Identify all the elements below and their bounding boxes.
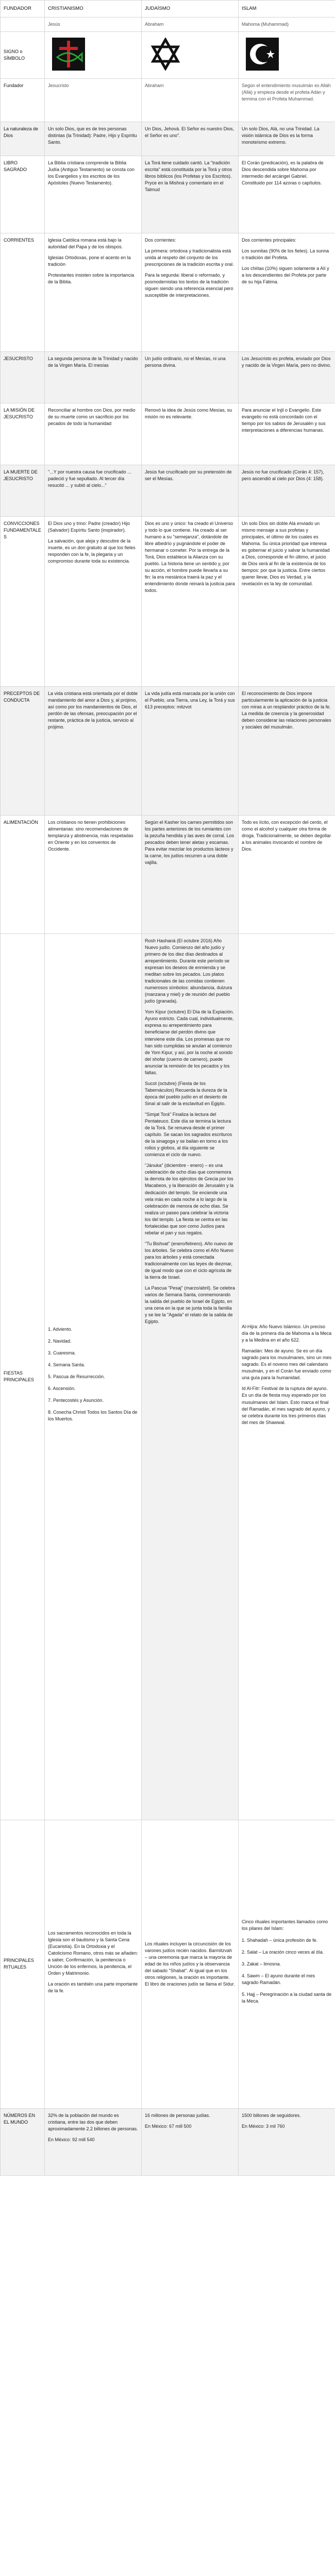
paragraph: Iglesia Católica romana está bajo la autoridad del Papa y de los obispos. xyxy=(48,237,123,249)
table-row-currents xyxy=(1,233,335,351)
cell-islam: Un solo Dios, Alá, no una Trinidad. La visión islámica de Dios es la forma monoteísmo extremo. xyxy=(239,122,335,156)
paragraph: Ramadán: Mes de ayuno. Se es un día sagrado para los musulmanes, sino un mes sagrado. Es el noveno mes del calendario musulmán, y en el Corán fue enviado como una guía para la humanidad. xyxy=(242,1348,332,1381)
paragraph: "Simjat Torá" Finaliza la lectura del Pentateuco. Este día se termina la lectura de la Torá. Se renueva desde el primer capítulo. Se sacan los sagrados escrituros de la sinagoga y se bailan en torno a los rollos y globos, al día siguiente se comienza el ciclo de nuevo. xyxy=(145,1111,232,1158)
list-item: 2. Navidad. xyxy=(48,1338,72,1344)
cell-islam: Mahoma (Muhammad) xyxy=(239,17,335,31)
cell-christianity: Jesús xyxy=(45,17,142,31)
list-item: 6. Ascensión. xyxy=(48,1385,76,1391)
cell-judaism: Los rituales incluyen la circuncisión de los varones judíos recién nacidos. Barmitzvah – una ceremonia que marca la mayoría de edad de los niños judíos y la observancia del sabado "Shabat". Al igual que en los otros religiones, la oración es importante. El libro de oraciones judío se llama el Sidur. xyxy=(142,1820,239,2108)
cell-christianity: Jesucristo xyxy=(45,78,142,122)
cell-christianity: Un solo Dios, que es de tres personas distintas (la Trinidad): Padre, Hijo y Espíritu Santo. xyxy=(45,122,142,156)
cell-judaism: La Torá tiene cuidado cantó. La "tradición escrita" está constituida por la Torá y otros libros bíblicos (los Profetas y los Escritos). Pryce en la Mishná y comentario en el Talmud xyxy=(142,156,239,233)
table-row-sacred-book xyxy=(1,156,335,233)
cell-islam: El reconocimiento de Dios impone particularmente la aplicación de la justicia con miras a un resplandor práctico de la fe. La medida de creencia y la generosidad deben considerar las relaciones personales y sociales del musulmán. xyxy=(239,686,335,815)
row-label: LIBRO SAGRADO xyxy=(1,156,45,233)
cell-christianity: La segunda persona de la Trinidad y nacido de la Virgen María. El mesías xyxy=(45,351,142,403)
cell-christianity: "...Y por nuestra causa fue crucificado ... padeció y fue sepultado. Al tercer día resucitó ... y subió al cielo..." xyxy=(45,465,142,516)
paragraph: Rosh Hashaná (El octubre 2016) Año Nuevo judío. Comienzo del año judío y primero de los diez días destinados al arrepentimiento. Durante este período se expresan los deseos de enmienda y se meditan sobre los pecados. Los platos tradicionales de las comidas contienen numerosos símbolos: abundancia, dulzura (manzana y miel) y de reunión del pueblo judío (granada). xyxy=(145,938,232,1004)
cell-islam: Un solo Dios sin doble Alá enviado un mismo mensaje a sus profetas y principales, el último de los cuales es Mahoma. Su única prioridad que interesa es gobernar el juicio y salvar la humanidad a Dios, corresponde el fin último, el juicio de Dios será al fin de la existencia de los tiempos: por que la justicia. Entre ciertos querer llevar, Dios es Verdad, y la revelación es la ley de comunidad. xyxy=(239,516,335,686)
row-label: ALIMENTACIÓN xyxy=(1,815,45,934)
cell-judaism: Un Dios, Jehová. El Señor es nuestro Dios, el Señor es uno". xyxy=(142,122,239,156)
cell-islam: Todo es lícito, con excepción del cerdo, el como el alcohol y cualquier otra forma de droga. Tradicionalmente, se deben degollar a los animales invocando el nombre de Dios. xyxy=(239,815,335,934)
table-row-numbers xyxy=(1,2108,335,2175)
list-item: 2. Salat – La oración cinco veces al día. xyxy=(242,1949,324,1955)
paragraph: Id Al-Fitr: Festival de la ruptura del ayuno. Es un día de fiesta muy esperado por los musulmanes del Islam. Esto marca el final del Ramadán, el mes sagrado del ayuno, y se celebra durante los tres primeros días del mes de Shawwal. xyxy=(242,1386,330,1425)
list-item: 5. Pascua de Resurrección. xyxy=(48,1374,105,1379)
cell-christianity xyxy=(45,934,142,1820)
cell-judaism: Abraham xyxy=(142,78,239,122)
table-row-symbol xyxy=(1,31,335,78)
cell-judaism: Un judío ordinario, no el Mesías, ni una persona divina. xyxy=(142,351,239,403)
cell-christianity: La vida cristiana está orientada por el doble mandamiento del amor a Dios y, al prójimo, así como por los mandamientos de Dios, el perdón de las ofensas, preocupación por el restante, práctica de la justicia, servicio al prójimo. xyxy=(45,686,142,815)
paragraph: 1500 billones de seguidores. xyxy=(242,2112,301,2118)
table-row-god xyxy=(1,122,335,156)
list-item: 4. Sawm – El ayuno durante el mes sagrado Ramadán. xyxy=(242,1973,315,1985)
cell-christianity: La Biblia cristiana comprende la Biblia Judía (Antiguo Testamento) se consta con los Evangelios y los escritos de los Apóstoles (Nuevo Testamento). xyxy=(45,156,142,233)
cell-islam xyxy=(239,2108,335,2175)
paragraph: "Jánuka" (diciembre - enero) – es una celebración de ocho días que conmemora la derrota de los ejércitos de Grecia por los Macabeos, y la liberación de Jerusalén y la dedicación del templo. Se enciende una vela más en cada noche a lo largo de la celebración de menora de ocho días. Se realiza un paseo para celebrar la victoria los del templo. La fiesta se centra en las fortalecidas que son como Judíos para rebelar el pan y sus regalos. xyxy=(145,1163,234,1235)
paragraph: La salvación, que aleja y descubre de la muerte, es un don gratuito al que los fieles responden con la fe, la plegaria y un compromiso durante toda su existencia. xyxy=(48,538,136,564)
row-label: SIGNO o SÍMBOLO xyxy=(1,31,45,78)
cell-judaism: Renovó la idea de Jesús como Mesías, su misión no es relevante. xyxy=(142,403,239,465)
cell-christianity: Reconciliar al hombre con Dios, por medio de su muerte como un sacrificio por los pecados de todo la humanidad xyxy=(45,403,142,465)
cell-judaism: Abraham xyxy=(142,17,239,31)
cell-islam: Los Jesucristo es profeta, enviado por Dios y nacido de la Virgen María, pero no divino. xyxy=(239,351,335,403)
paragraph: 16 millones de personas judías. xyxy=(145,2112,210,2118)
list-item: 3. Zakat – limosna. xyxy=(242,1961,281,1967)
table-row-convictions xyxy=(1,516,335,686)
paragraph: Para la segunda: liberal o reformado, y posmodernistas los textos de la tradición siguen siendo una referencia esencial pero susceptible de interpretaciones. xyxy=(145,273,233,298)
row-label: LA MUERTE DE JESUCRISTO xyxy=(1,465,45,516)
cell-christianity xyxy=(45,516,142,686)
list-item: 1. Shahadah – única profesión de fe. xyxy=(242,1937,318,1943)
row-label: LA MISIÓN DE JESUCRISTO xyxy=(1,403,45,465)
cell-christianity xyxy=(45,31,142,78)
crescent-star-icon xyxy=(246,38,279,71)
row-label xyxy=(1,17,45,31)
row-label: PRECEPTOS DE CONDUCTA xyxy=(1,686,45,815)
paragraph: La oración es también una parte importante de la fe. xyxy=(48,1981,138,1994)
list-item: 5. Hajj – Peregrinación a la ciudad santa de la Meca. xyxy=(242,1991,332,2004)
paragraph: Yom Kipur (octubre) El Día de la Expiación. Ayuno estricto. Cada cual, individualmente, expresa su arrepentimiento para beneficiarse del perdón divino que interviene este día. Los promesas que no han sido cumplidas se anulan al comienzo de Yom Kipur, y así, por la noche al sonido del shofar (cuerno de carnero), puede anunciar la remisión de los pecados y los faltas. xyxy=(145,1009,234,1075)
paragraph: Los chiítas (10%) siguen solamente a Alí y a los descendientes del Profeta por parte de su hija Fátima. xyxy=(242,266,329,285)
table-row-founders xyxy=(1,17,335,31)
cell-judaism xyxy=(142,934,239,1820)
table-header-row xyxy=(1,1,335,18)
header-col-judaism: JUDAÍSMO xyxy=(142,1,239,18)
cell-judaism xyxy=(142,233,239,351)
header-col-category: FUNDADOR xyxy=(1,1,45,18)
paragraph: En México: 3 mil 760 xyxy=(242,2123,285,2129)
cell-judaism xyxy=(142,2108,239,2175)
cell-islam: Para anunciar el Injil o Evangelio. Este evangelio no está concordado con el tiempo por los sabios de Jerusalén y sus interpretaciones a diferencias humanas. xyxy=(239,403,335,465)
paragraph: Cinco rituales importantes llamados como los pilares del Islam: xyxy=(242,1919,328,1931)
cell-islam: Según el entendimiento musulmán es Alláh (Allá) y empieza desde el profeta Adán y termina con el Profeta Muhammad. xyxy=(239,78,335,122)
cell-christianity xyxy=(45,2108,142,2175)
paragraph: Los sunnitas (90% de los fieles). La sunna o tradición del Profeta. xyxy=(242,248,329,260)
cell-judaism: Dios es uno y único: ha creado el Universo y todo lo que contiene. Ha creado al ser humano a su "semejanza", dotándole de libre albedrío y pugnándole el poder de hermanar o cometer. Por la entrega de la Torá, Dios establece la Alianza con su pueblo. La historia tiene un sentido y, por su acción, el hombre puede llevarla a su fin: la era mesiánica traerá la paz y el entendimiento donde reinará la justicia para todos. xyxy=(142,516,239,686)
cell-christianity xyxy=(45,233,142,351)
table-row-mission xyxy=(1,403,335,465)
cell-christianity xyxy=(45,1820,142,2108)
paragraph: Dos corrientes: xyxy=(145,237,176,243)
header-col-christianity: CRISTIANISMO xyxy=(45,1,142,18)
paragraph: Al-Hijra: Año Nuevo Islámico. Un preciso día de la primera día de Mahoma a la Meca y a la Medina en el año 622. xyxy=(242,1324,332,1343)
table-row-rituals xyxy=(1,1820,335,2108)
list-item: 4. Semana Santa. xyxy=(48,1362,86,1367)
table-row-founder xyxy=(1,78,335,122)
row-label: CONVICCIONES FUNDAMENTALES xyxy=(1,516,45,686)
paragraph: La primera: ortodoxa y tradicionalista está unida al respeto del conjunto de los prescripciones de la tradición escrita y oral. xyxy=(145,248,234,267)
table-row-holidays xyxy=(1,934,335,1820)
row-label: NÚMEROS EN EL MUNDO xyxy=(1,2108,45,2175)
row-label: CORRIENTES xyxy=(1,233,45,351)
cell-islam xyxy=(239,934,335,1820)
cell-judaism xyxy=(142,31,239,78)
cell-islam: Jesús no fue crucificado (Corán 4: 157), pero ascendió al cielo por Dios (4: 158). xyxy=(239,465,335,516)
row-label: PRINCIPALES RITUALES xyxy=(1,1820,45,2108)
header-col-islam: ISLAM xyxy=(239,1,335,18)
cell-islam xyxy=(239,31,335,78)
paragraph: El Dios uno y trino: Padre (creador) Hijo (Salvador) Espíritu Santo (inspirador). xyxy=(48,520,130,533)
cell-judaism: Según el Kasher los carnes permitidos son los partes anteriores de los rumiantes con la pezuña hendida y las aves de corral. Los pescados deben tener aletas y escamas. Para evitar mezclar los productos lácteos y la carne, los judíos recurren a una doble vajilla. xyxy=(142,815,239,934)
table-row-food xyxy=(1,815,335,934)
paragraph: Los sacramentos reconocidos en toda la Iglesia son el bautismo y la Santa Cena (Eucaristía). En la Ortodoxia y el Catolicismo Romano, otros más se añaden: a saber, Confirmación, la penitencia o Unción de los enfermos, la penitencia, el Orden y Matrimonio. xyxy=(48,1930,138,1976)
list-item: 7. Pentecostés y Asunción. xyxy=(48,1397,104,1403)
fish-cross-icon xyxy=(52,38,85,71)
row-label: JESUCRISTO xyxy=(1,351,45,403)
paragraph: Sucot (octubre) (Fiesta de los Tabernáculos) Recuerda la dureza de la época del pueblo judío en el desierto de Sinaí al salir de la esclavitud en Egipto. xyxy=(145,1080,227,1106)
list-item: 3. Cuaresma. xyxy=(48,1350,76,1355)
paragraph: Protestantes insisten sobre la importancia de la Biblia. xyxy=(48,273,135,285)
row-label: Fundador xyxy=(1,78,45,122)
table-row-jesus xyxy=(1,351,335,403)
paragraph: La Pascua "Pesaj" (marzo/abril). Se celebra varios de Semana Santa, conmemorando la salida del pueblo de Israel de Egipto, en una cena en la que se junta toda la familia y se lee la "Agada" el relato de la salida de Egipto. xyxy=(145,1285,235,1325)
paragraph: 32% de la población del mundo es cristiana, entre las dos que deben aproximadamente 2.2 billones de personas. xyxy=(48,2112,138,2131)
cell-islam xyxy=(239,233,335,351)
cell-islam xyxy=(239,1820,335,2108)
paragraph: En México: 67 mill 500 xyxy=(145,2123,192,2129)
paragraph: En México: 92 mill 540 xyxy=(48,2137,95,2142)
paragraph: Iglesias Ortodoxas, pone el acento en la tradición xyxy=(48,255,131,267)
table-row-death xyxy=(1,465,335,516)
star-of-david-icon xyxy=(149,38,182,71)
row-label: La naturaleza de Dios xyxy=(1,122,45,156)
table-row-precepts xyxy=(1,686,335,815)
cell-judaism: Jesús fue crucificado por su pretensión de ser el Mesías. xyxy=(142,465,239,516)
paragraph: Dos corrientes principales: xyxy=(242,237,297,243)
cell-judaism: La vida judía está marcada por la unión con el Pueblo, una Tierra, una Ley, la Torá y sus 613 preceptos: mitzvot xyxy=(142,686,239,815)
list-item: 1. Adviento. xyxy=(48,1326,73,1332)
cell-christianity: Los cristianos no tienen prohibiciones alimentarias: sino recomendaciones de templanza y abstinencia, más respetadas en Oriente y en los conventos de Occidente. xyxy=(45,815,142,934)
cell-islam: El Corán (predicación), es la palabra de Dios descendida sobre Mahoma por intermedio del arcángel Gabriel. Constituido por 114 azoras o capítulos. xyxy=(239,156,335,233)
list-item: 8. Cosecha Christi Todos los Santos Día de los Muertos. xyxy=(48,1409,138,1422)
row-label: FIESTAS PRINCIPALES xyxy=(1,934,45,1820)
paragraph: "Tu Bishvat" (enero/febrero). Año nuevo de los árboles. Se celebra como el Año Nuevo para los árboles y está conectada tradicionalmente con las leyes de diezmar, de igual modo que con el ciclo agrícola de la tierra de Israel. xyxy=(145,1241,234,1280)
